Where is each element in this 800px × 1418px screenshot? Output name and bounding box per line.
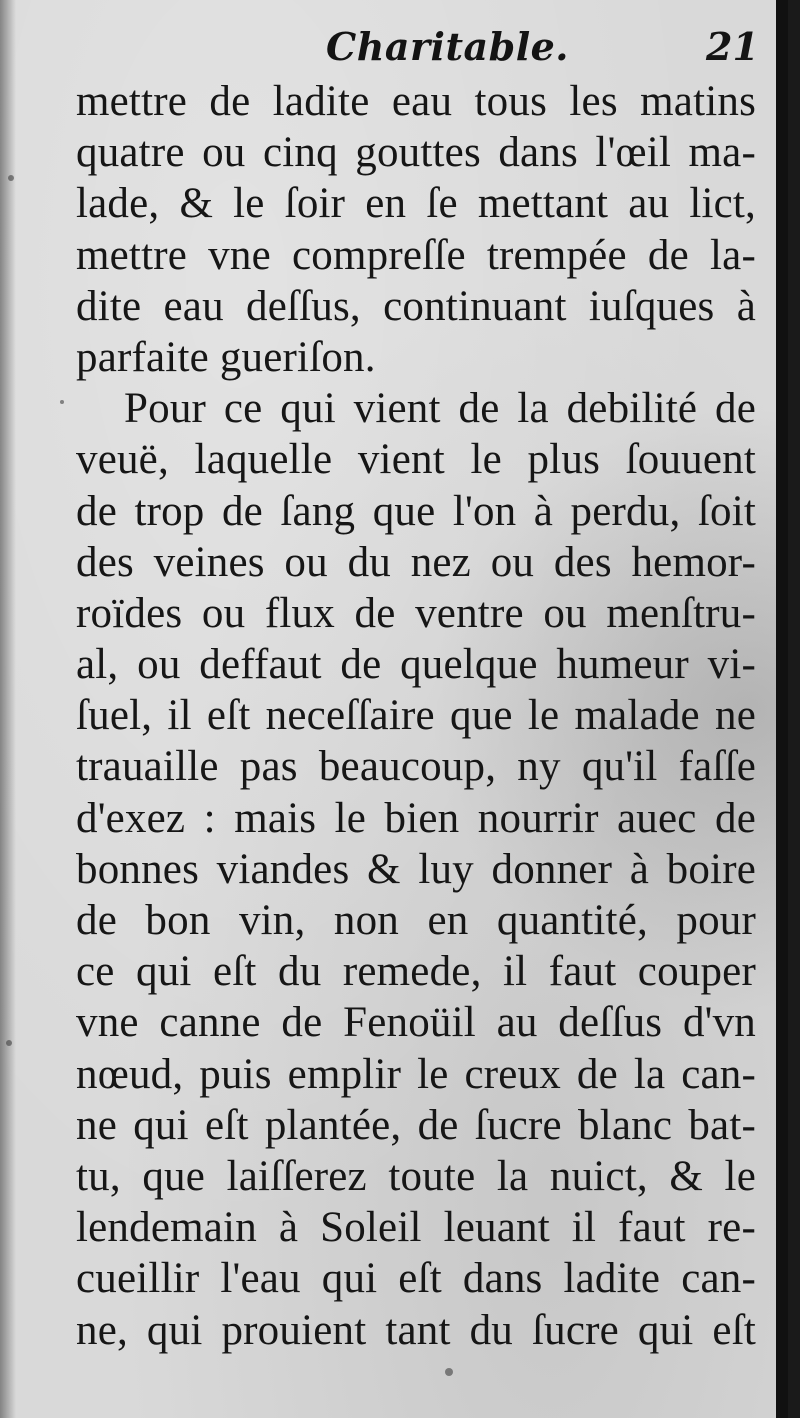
text-line: parfaite gueriſon. (76, 333, 376, 381)
text-line: lendemain à Soleil leuant il faut re- (76, 1204, 756, 1252)
text-line: nœud, puis emplir le creux de la can- (76, 1050, 756, 1098)
text-line: veuë, laquelle vient le plus ſouuent (76, 436, 756, 484)
text-line: des veines ou du nez ou des hemor- (76, 538, 756, 586)
text-line: roïdes ou flux de ventre ou menſtru- (76, 589, 756, 637)
text-line: de bon vin, non en quantité, pour (76, 897, 756, 944)
text-line: de trop de ſang que l'on à perdu, ſoit (76, 487, 756, 535)
ink-speck (6, 1040, 12, 1046)
text-line: ne, qui prouient tant du ſucre qui eſt (76, 1306, 756, 1354)
ink-speck (60, 400, 64, 404)
text-line: lade, & le ſoir en ſe mettant au lict, (76, 180, 756, 228)
text-line: d'exez : mais le bien nourrir auec de (76, 794, 756, 842)
text-line: al, ou deffaut de quelque humeur vi- (76, 641, 756, 689)
ink-speck (445, 1368, 453, 1376)
ink-speck (8, 175, 14, 181)
text-line: ce qui eſt du remede, il faut couper (76, 948, 756, 996)
page-edge (776, 0, 788, 1418)
text-line: dite eau deſſus, continuant iuſques à (76, 282, 756, 330)
body-text (76, 76, 756, 1356)
text-line: tu, que laiſſerez toute la nuict, & le (76, 1152, 756, 1200)
page-header (0, 20, 788, 80)
text-line: bonnes viandes & luy donner à boire (76, 845, 756, 893)
text-line: trauaille pas beaucoup, ny qu'il faſſe (76, 743, 756, 791)
text-line: mettre de ladite eau tous les matins (76, 78, 756, 125)
text-line: ſuel, il eſt neceſſaire que le malade ne (76, 692, 756, 740)
text-line: quatre ou cinq gouttes dans l'œil ma- (76, 129, 756, 177)
text-line: mettre vne compreſſe trempée de la- (76, 231, 756, 279)
page-number: 21 (706, 24, 759, 69)
running-title: Charitable. (326, 24, 570, 69)
text-line: ne qui eſt plantée, de ſucre blanc bat- (76, 1101, 756, 1149)
gutter-shadow (0, 0, 16, 1418)
paragraph-start-line: Pour ce qui vient de la debilité de (124, 385, 756, 433)
text-line: vne canne de Fenoüil au deſſus d'vn (76, 999, 756, 1047)
text-line: cueillir l'eau qui eſt dans ladite can- (76, 1255, 756, 1303)
